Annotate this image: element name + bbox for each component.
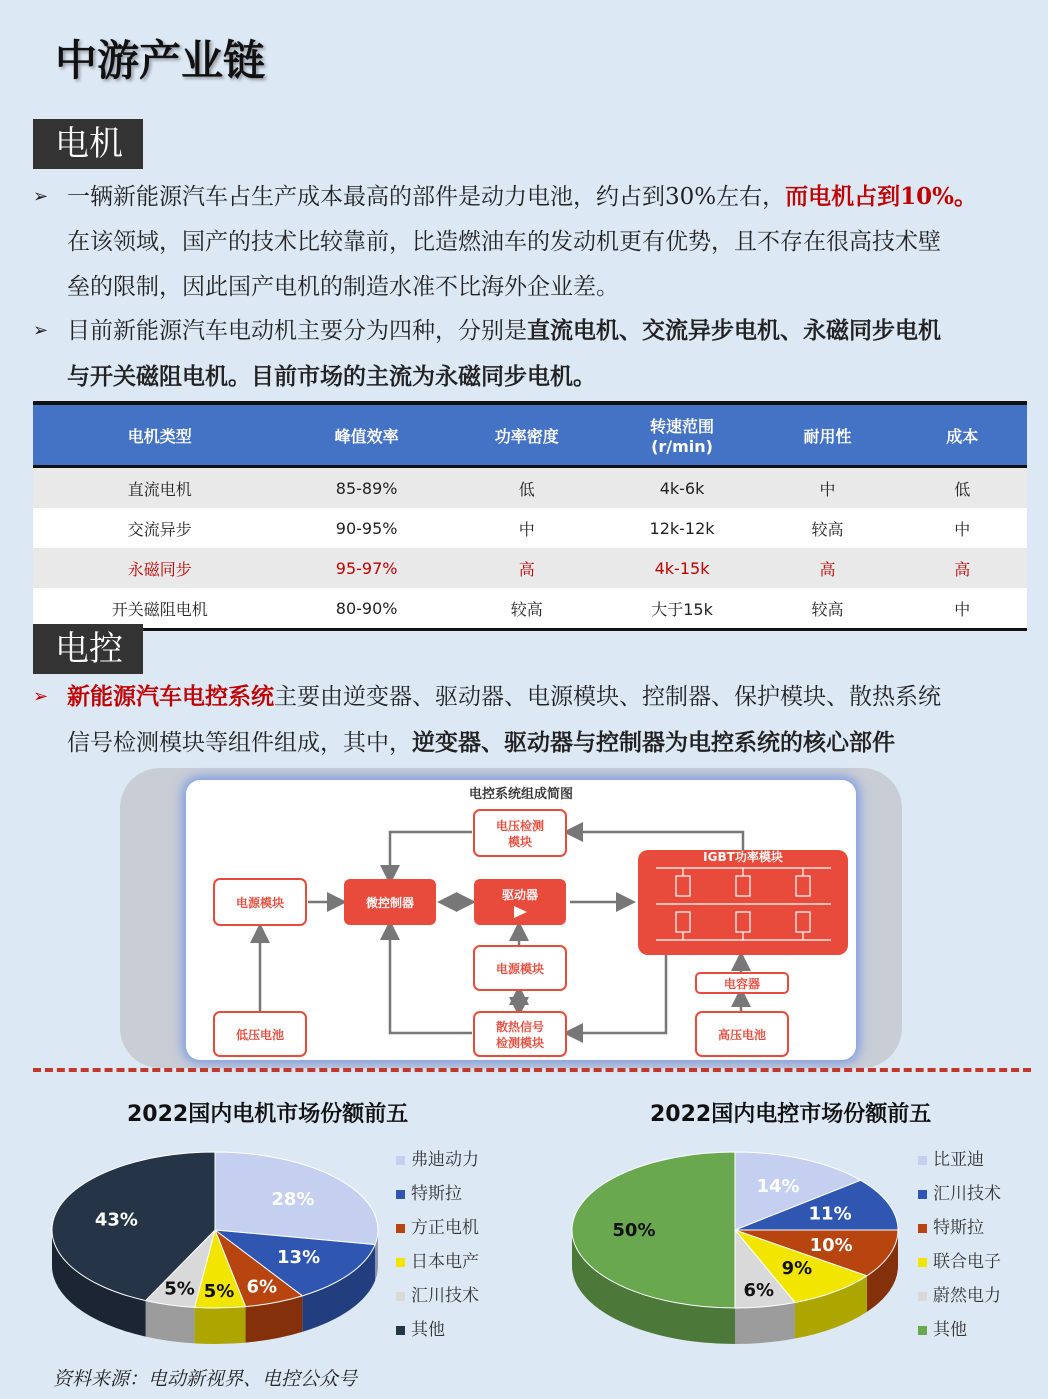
- control-system-diagram: [186, 780, 856, 1060]
- pie-data-label: 6%: [246, 1276, 278, 1298]
- legend-item: [396, 1211, 479, 1245]
- legend-swatch: [918, 1258, 927, 1267]
- svg-text:电源模块: 电源模块: [235, 896, 285, 910]
- svg-text:低压电池: 低压电池: [235, 1028, 285, 1042]
- legend-label: 蔚然电力: [933, 1286, 1001, 1306]
- section-tag-motor: 电机: [33, 119, 143, 169]
- legend-item: [396, 1279, 479, 1313]
- legend-label: 弗迪动力: [411, 1150, 479, 1170]
- power-module-mid-box: [474, 946, 566, 990]
- control-bullet: ➢ 新能源汽车电控系统主要由逆变器、驱动器、电源模块、控制器、保护模块、散热系统 信号检测模块等组件组成，其中，逆变器、驱动器与控制器为电控系统的核心部件: [33, 674, 1023, 766]
- header-cell: 转速范围 (r/min): [607, 403, 758, 467]
- table-header-row: [33, 403, 1027, 467]
- diagram-svg: [186, 780, 856, 1060]
- legend-item: [396, 1177, 479, 1211]
- motor-bullet-1: ➢ 一辆新能源汽车占生产成本最高的部件是动力电池，约占到30%左右，而电机占到10%。 在该领域，国产的技术比较靠前，比造燃油车的发动机更有优势，且不存在很高技术壁 垒的限制，因此国产电机的制造水准不比海外企业差。: [33, 174, 1023, 310]
- legend-label: 方正电机: [411, 1218, 479, 1238]
- legend-label: 比亚迪: [933, 1150, 984, 1170]
- motor-bullet-2: ➢ 目前新能源汽车电动机主要分为四种，分别是直流电机、交流异步电机、永磁同步电机 与开关磁阻电机。目前市场的主流为永磁同步电机。: [33, 308, 1023, 399]
- legend-label: 其他: [933, 1320, 967, 1340]
- header-cell: 峰值效率: [287, 403, 447, 467]
- pie-data-label: 28%: [271, 1189, 315, 1211]
- pie-data-label: 9%: [781, 1258, 813, 1280]
- pie-data-label: 11%: [808, 1203, 852, 1225]
- legend-label: 联合电子: [933, 1252, 1001, 1272]
- header-cell: 电机类型: [33, 403, 287, 467]
- legend-item: [918, 1211, 1001, 1245]
- table-row-highlight: 永磁同步 95-97% 高 4k-15k 高 高: [33, 548, 1027, 588]
- legend-swatch: [396, 1292, 405, 1301]
- legend-swatch: [918, 1292, 927, 1301]
- arrow-bullet-icon: ➢: [33, 686, 49, 707]
- diagram-title: 电控系统组成简图: [468, 787, 574, 802]
- svg-text:驱动器: 驱动器: [501, 888, 539, 902]
- svg-text:散热信号: 散热信号: [495, 1020, 545, 1034]
- section-tag-control: 电控: [33, 624, 143, 674]
- legend-item: [918, 1313, 1001, 1347]
- legend-swatch: [396, 1224, 405, 1233]
- mcu-box: [344, 879, 436, 925]
- motor-comparison-table: [33, 401, 1027, 631]
- table-row: 交流异步 90-95% 中 12k-12k 较高 中: [33, 508, 1027, 548]
- svg-text:高压电池: 高压电池: [717, 1028, 767, 1042]
- control-share-pie-chart: [560, 1145, 910, 1355]
- svg-text:模块: 模块: [507, 835, 533, 849]
- high-battery-box: [696, 1012, 788, 1056]
- legend-label: 汇川技术: [933, 1184, 1001, 1204]
- svg-text:电压检测: 电压检测: [495, 819, 545, 833]
- legend-label: 特斯拉: [933, 1218, 984, 1238]
- svg-text:IGBT功率模块: IGBT功率模块: [703, 850, 783, 864]
- legend-label: 其他: [411, 1320, 445, 1340]
- legend-swatch: [918, 1156, 927, 1165]
- header-cell: 功率密度: [447, 403, 607, 467]
- legend-swatch: [918, 1326, 927, 1335]
- pie-data-label: 6%: [743, 1279, 775, 1301]
- pie-slice-side: [735, 1303, 795, 1344]
- legend-item: [918, 1279, 1001, 1313]
- legend-item: [396, 1313, 479, 1347]
- svg-text:检测模块: 检测模块: [495, 1036, 545, 1050]
- arrow-bullet-icon: ➢: [33, 320, 49, 341]
- pie-data-label: 5%: [164, 1278, 195, 1300]
- motor-share-pie-chart: [40, 1145, 390, 1355]
- source-note: 资料来源：电动新视界、电控公众号: [53, 1368, 358, 1390]
- arrow-bullet-icon: ➢: [33, 186, 49, 207]
- legend-item: [918, 1245, 1001, 1279]
- legend-swatch: [396, 1258, 405, 1267]
- voltage-detect-box: [474, 810, 566, 856]
- legend-swatch: [918, 1224, 927, 1233]
- pie-slice-side: [195, 1307, 246, 1344]
- legend-swatch: [918, 1190, 927, 1199]
- legend-swatch: [396, 1190, 405, 1199]
- heat-detect-box: [474, 1012, 566, 1056]
- legend-item: [396, 1245, 479, 1279]
- legend-label: 特斯拉: [411, 1184, 462, 1204]
- control-chart-legend: [918, 1143, 1001, 1347]
- table-row: 直流电机 85-89% 低 4k-6k 中 低: [33, 467, 1027, 509]
- legend-item: [918, 1177, 1001, 1211]
- svg-text:电源模块: 电源模块: [495, 962, 545, 976]
- capacitor-box: [696, 973, 788, 993]
- header-cell: 耐用性: [757, 403, 897, 467]
- chart-title-motor: 2022国内电机市场份额前五: [127, 1102, 409, 1127]
- igbt-box: [638, 849, 848, 955]
- legend-swatch: [396, 1156, 405, 1165]
- svg-text:电容器: 电容器: [723, 977, 761, 991]
- legend-label: 汇川技术: [411, 1286, 479, 1306]
- legend-item: [918, 1143, 1001, 1177]
- pie-data-label: 5%: [203, 1280, 235, 1302]
- pie-data-label: 14%: [756, 1176, 800, 1198]
- pie-data-label: 13%: [277, 1247, 321, 1269]
- motor-chart-legend: [396, 1143, 479, 1347]
- page-title: 中游产业链: [55, 36, 266, 85]
- legend-item: [396, 1143, 479, 1177]
- driver-box: [474, 879, 566, 925]
- chart-title-control: 2022国内电控市场份额前五: [650, 1102, 932, 1127]
- section-divider: [33, 1068, 1031, 1072]
- table-row: 开关磁阻电机 80-90% 较高 大于15k 较高 中: [33, 588, 1027, 630]
- low-battery-box: [214, 1012, 306, 1056]
- pie-data-label: 43%: [94, 1209, 138, 1231]
- power-module-left-box: [214, 879, 306, 925]
- pie-data-label: 50%: [612, 1220, 656, 1241]
- svg-text:微控制器: 微控制器: [365, 896, 415, 910]
- pie-data-label: 10%: [809, 1234, 853, 1256]
- legend-label: 日本电产: [411, 1252, 479, 1272]
- header-cell: 成本: [898, 403, 1027, 467]
- legend-swatch: [396, 1326, 405, 1335]
